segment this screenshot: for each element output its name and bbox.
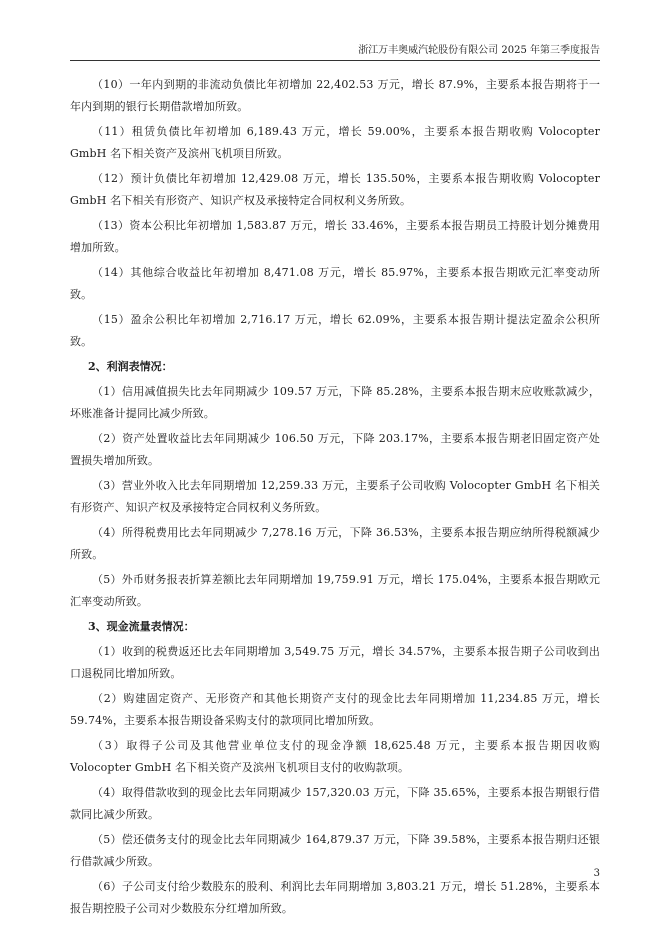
paragraph-cashflow-3: （3）取得子公司及其他营业单位支付的现金净额 18,625.48 万元，主要系本报告期因收购 Volocopter GmbH 名下相关资产及滨州飞机项目支付的收购款项。 bbox=[70, 739, 600, 774]
paragraph-balance-12: （12）预计负债比年初增加 12,429.08 万元，增长 135.50%，主要系本报告期收购 Volocopter GmbH 名下相关有形资产、知识产权及承接特定合同权利义务所致。 bbox=[70, 172, 600, 207]
paragraph-balance-11: （11）租赁负债比年初增加 6,189.43 万元，增长 59.00%，主要系本报告期收购 Volocopter GmbH 名下相关资产及滨州飞机项目所致。 bbox=[70, 125, 600, 160]
paragraph-cashflow-4: （4）取得借款收到的现金比去年同期减少 157,320.03 万元，下降 35.65%，主要系本报告期银行借款同比减少所致。 bbox=[70, 786, 600, 821]
paragraph-balance-13: （13）资本公积比年初增加 1,583.87 万元，增长 33.46%，主要系本报告期员工持股计划分摊费用增加所致。 bbox=[70, 219, 600, 254]
report-title: 浙江万丰奥威汽轮股份有限公司 2025 年第三季度报告 bbox=[358, 45, 600, 56]
paragraph-cashflow-6: （6）子公司支付给少数股东的股利、利润比去年同期增加 3,803.21 万元，增长 51.28%，主要系本报告期控股子公司对少数股东分红增加所致。 bbox=[70, 880, 600, 915]
paragraph-income-5: （5）外币财务报表折算差额比去年同期增加 19,759.91 万元，增长 175.04%，主要系本报告期欧元汇率变动所致。 bbox=[70, 573, 600, 608]
paragraph-cashflow-5: （5）偿还债务支付的现金比去年同期减少 164,879.37 万元，下降 39.58%，主要系本报告期归还银行借款减少所致。 bbox=[70, 833, 600, 868]
page-header bbox=[70, 44, 600, 61]
paragraph-balance-10: （10）一年内到期的非流动负债比年初增加 22,402.53 万元，增长 87.9%，主要系本报告期将于一年内到期的银行长期借款增加所致。 bbox=[70, 78, 600, 113]
paragraph-balance-14: （14）其他综合收益比年初增加 8,471.08 万元，增长 85.97%，主要系本报告期欧元汇率变动所致。 bbox=[70, 266, 600, 301]
income-section-title: 2、利润表情况： bbox=[88, 360, 173, 373]
paragraph-income-3: （3）营业外收入比去年同期增加 12,259.33 万元，主要系子公司收购 Volocopter GmbH 名下相关有形资产、知识产权及承接特定合同权利义务所致。 bbox=[70, 479, 600, 514]
paragraph-cashflow-1: （1）收到的税费返还比去年同期增加 3,549.75 万元，增长 34.57%，主要系本报告期子公司收到出口退税同比增加所致。 bbox=[70, 645, 600, 680]
paragraph-balance-15: （15）盈余公积比年初增加 2,716.17 万元，增长 62.09%，主要系本报告期计提法定盈余公积所致。 bbox=[70, 313, 600, 348]
document-body bbox=[70, 74, 600, 923]
paragraph-income-2: （2）资产处置收益比去年同期减少 106.50 万元，下降 203.17%，主要系本报告期老旧固定资产处置损失增加所致。 bbox=[70, 432, 600, 467]
paragraph-income-4: （4）所得税费用比去年同期减少 7,278.16 万元，下降 36.53%，主要系本报告期应纳所得税额减少所致。 bbox=[70, 526, 600, 561]
paragraph-income-1: （1）信用减值损失比去年同期减少 109.57 万元，下降 85.28%，主要系本报告期末应收账款减少，坏账准备计提同比减少所致。 bbox=[70, 385, 600, 420]
page-number: 3 bbox=[593, 868, 600, 879]
cashflow-section-title: 3、现金流量表情况： bbox=[88, 620, 195, 633]
paragraph-cashflow-2: （2）购建固定资产、无形资产和其他长期资产支付的现金比去年同期增加 11,234.85 万元，增长 59.74%，主要系本报告期设备采购支付的款项同比增加所致。 bbox=[70, 692, 600, 727]
